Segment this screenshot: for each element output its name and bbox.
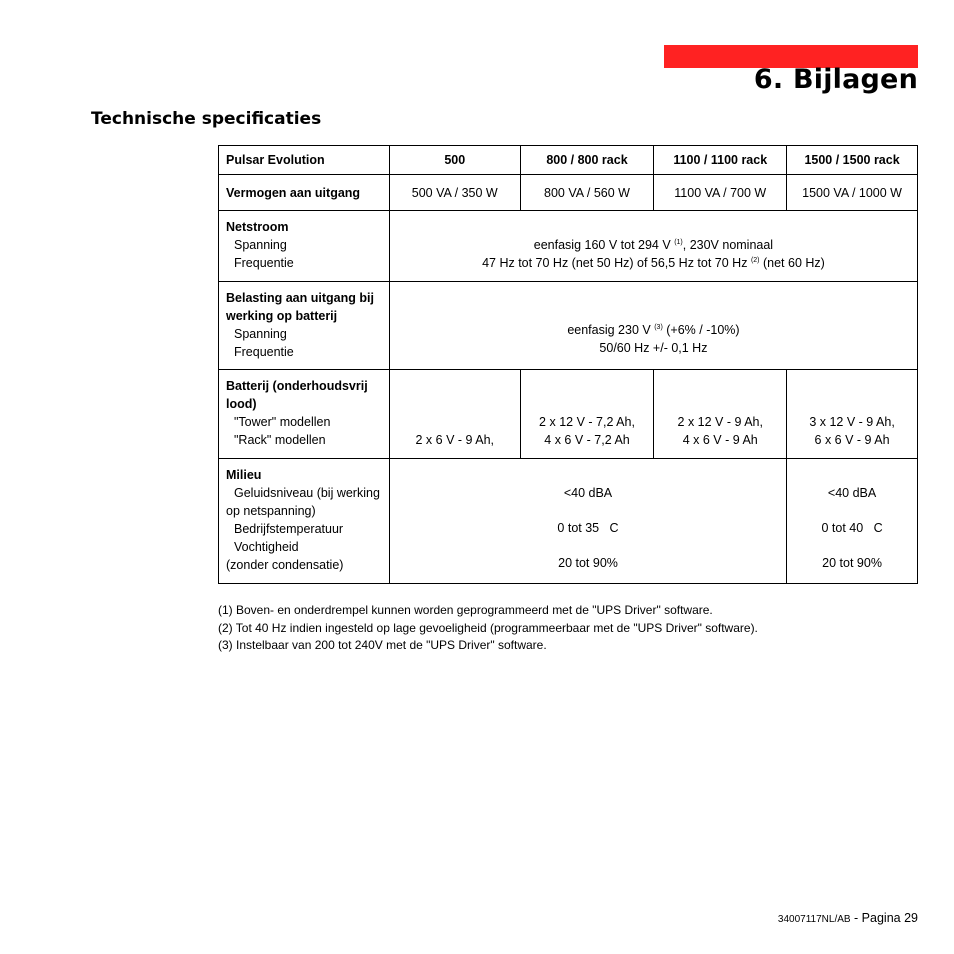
environment-values-right bbox=[787, 459, 918, 584]
mains-values-cell bbox=[389, 211, 917, 282]
footnote-1: (1) Boven- en onderdrempel kunnen worden geprogrammeerd met de "UPS Driver" software. bbox=[218, 603, 713, 617]
battery-title-1: Batterij (onderhoudsvrij bbox=[226, 379, 368, 393]
power-800: 800 VA / 560 W bbox=[520, 175, 654, 211]
battery-title-2: lood) bbox=[226, 397, 257, 411]
battery-output-values-cell bbox=[389, 282, 917, 370]
humidity-value-right: 20 tot 90% bbox=[822, 556, 882, 570]
temperature-value-left: 0 tot 35 C bbox=[557, 521, 619, 535]
battery-output-frequency-label: Frequentie bbox=[234, 345, 294, 359]
power-label: Vermogen aan uitgang bbox=[219, 175, 390, 211]
mains-frequency-label: Frequentie bbox=[234, 256, 294, 270]
table-row-battery-output bbox=[219, 282, 918, 370]
battery-rack-label: "Rack" modellen bbox=[234, 433, 326, 447]
battery-output-voltage-value: eenfasig 230 V $^{(3)}$ (+6% / -10%) bbox=[567, 322, 740, 337]
battery-1100: 2 x 12 V - 9 Ah, 4 x 6 V - 9 Ah bbox=[654, 370, 787, 459]
header-col-1500: 1500 / 1500 rack bbox=[787, 146, 918, 175]
battery-output-title-1: Belasting aan uitgang bij bbox=[226, 291, 374, 305]
noise-value-right: <40 dBA bbox=[827, 486, 877, 500]
battery-output-title-2: werking op batterij bbox=[226, 309, 338, 323]
footnote-3: (3) Instelbaar van 200 tot 240V met de "UPS Driver" software. bbox=[218, 638, 547, 652]
header-col-500: 500 bbox=[389, 146, 520, 175]
table-row-environment bbox=[219, 459, 918, 584]
noise-value-left: <40 dBA bbox=[563, 486, 613, 500]
environment-values-left bbox=[389, 459, 786, 584]
table-row-mains bbox=[219, 211, 918, 282]
power-1100: 1100 VA / 700 W bbox=[654, 175, 787, 211]
battery-output-voltage-label: Spanning bbox=[234, 327, 287, 341]
document-code: 34007117NL/AB bbox=[777, 914, 851, 925]
footnotes bbox=[218, 602, 758, 655]
footnote-2: (2) Tot 40 Hz indien ingesteld op lage gevoeligheid (programmeerbaar met de "UPS Driver" software). bbox=[218, 620, 758, 635]
footnote-ref-3: (3) bbox=[654, 323, 663, 331]
battery-tower-label: "Tower" modellen bbox=[234, 415, 331, 429]
chapter-title: 6. Bijlagen bbox=[753, 64, 918, 95]
battery-label-cell bbox=[219, 370, 390, 459]
specifications-table bbox=[218, 145, 918, 584]
table-row-power bbox=[219, 175, 918, 211]
page-number: - Pagina 29 bbox=[850, 911, 918, 925]
header-col-800: 800 / 800 rack bbox=[520, 146, 654, 175]
environment-label-cell bbox=[219, 459, 390, 584]
battery-output-label-cell bbox=[219, 282, 390, 370]
page-footer bbox=[778, 911, 918, 925]
temperature-label: Bedrijfstemperatuur bbox=[234, 522, 344, 536]
mains-label-cell bbox=[219, 211, 390, 282]
noise-label: Geluidsniveau (bij werking bbox=[234, 486, 380, 500]
mains-frequency-value: 47 Hz tot 70 Hz (net 50 Hz) of 56,5 Hz tot 70 Hz $^{(2)}$ (net 60 Hz) bbox=[482, 256, 825, 270]
humidity-label: Vochtigheid bbox=[234, 540, 299, 554]
humidity-label-cont: (zonder condensatie) bbox=[226, 558, 344, 572]
mains-voltage-value: eenfasig 160 V tot 294 V $^{(1)}$, 230V nominaal bbox=[533, 238, 774, 252]
temperature-value-right: 0 tot 40 C bbox=[821, 521, 883, 535]
mains-voltage-label: Spanning bbox=[234, 238, 287, 252]
battery-1500: 3 x 12 V - 9 Ah, 6 x 6 V - 9 Ah bbox=[787, 370, 918, 459]
noise-label-cont: op netspanning) bbox=[226, 504, 316, 518]
humidity-value-left: 20 tot 90% bbox=[558, 556, 618, 570]
environment-title: Milieu bbox=[226, 468, 262, 482]
section-title: Technische specificaties bbox=[91, 109, 322, 129]
table-header-row bbox=[219, 146, 918, 175]
power-500: 500 VA / 350 W bbox=[389, 175, 520, 211]
footnote-ref-1: (1) bbox=[674, 239, 683, 246]
power-1500: 1500 VA / 1000 W bbox=[787, 175, 918, 211]
battery-output-frequency-value: 50/60 Hz +/- 0,1 Hz bbox=[599, 340, 708, 355]
table-row-battery bbox=[219, 370, 918, 459]
header-label: Pulsar Evolution bbox=[219, 146, 390, 175]
battery-500: 2 x 6 V - 9 Ah, bbox=[389, 370, 520, 459]
battery-800: 2 x 12 V - 7,2 Ah, 4 x 6 V - 7,2 Ah bbox=[520, 370, 654, 459]
header-col-1100: 1100 / 1100 rack bbox=[654, 146, 787, 175]
footnote-ref-2: (2) bbox=[750, 257, 760, 264]
mains-title: Netstroom bbox=[226, 220, 289, 234]
